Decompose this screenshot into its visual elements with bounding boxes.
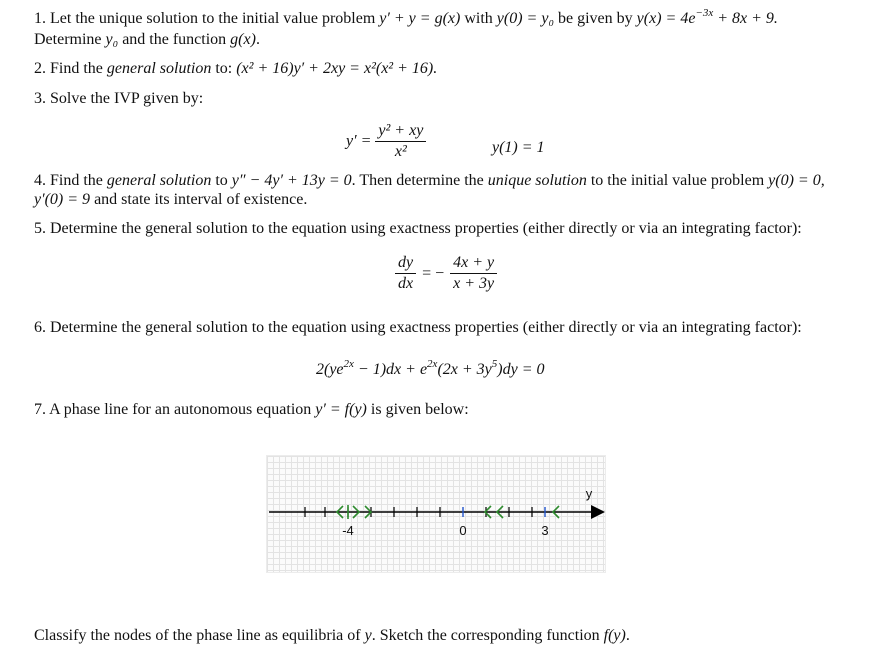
axis-label-y: y (585, 486, 593, 501)
problem-3-text: 3. Solve the IVP given by: (34, 90, 204, 107)
tick-label-zero: 0 (459, 523, 467, 538)
problem-1-line-1: 1. Let the unique solution to the initial value problem y′ + y = g(x) with y(0) = y₀ be given by $y(x) = 4e^{-3x} + 8x + 9$. (34, 6, 778, 27)
problem-2: 2. Find the general solution to: (x² + 16)y′ + 2xy = x²(x² + 16). (34, 60, 438, 77)
problem-5-equation: $\frac{dy}{dx}$ = − $\frac{4x + y}{x + 3y}$ (395, 254, 497, 293)
phase-line-figure (266, 455, 606, 573)
problem-7-closing: Classify the nodes of the phase line as equilibria of y. Sketch the corresponding function f(y). (34, 627, 630, 644)
problem-3-equation: y′ = $\frac{\text{y² + xy}}{\text{x²}}$ (346, 122, 426, 161)
phase-line-svg (267, 456, 605, 572)
axis-arrowhead (591, 505, 605, 519)
problem-3-initial-condition: y(1) = 1 (492, 139, 545, 156)
tick-label-neg-four: -4 (342, 523, 354, 538)
problem-4-line-1: 4. Find the general solution to y″ − 4y′ + 13y = 0. Then determine the unique solution to the initial value problem y(0) = 0, (34, 172, 825, 189)
problem-3-fraction: $\frac{\text{y² + xy}}{\text{x²}}$ (375, 122, 426, 161)
problem-6-equation: $2(ye^{2x} - 1)dx + e^{2x}(2x + 3y^5)dy = 0$ (316, 357, 545, 378)
problem-1-line-2: Determine y₀ and the function g(x). (34, 31, 260, 48)
problem-6-text: 6. Determine the general solution to the equation using exactness properties (either directly or via an integrating factor): (34, 319, 802, 336)
problem-5-text: 5. Determine the general solution to the equation using exactness properties (either directly or via an integrating factor): (34, 220, 802, 237)
problem-4-line-2: y′(0) = 9 and state its interval of existence. (34, 191, 308, 208)
problem-7-text: 7. A phase line for an autonomous equation y′ = f(y) is given below: (34, 401, 469, 418)
tick-label-three: 3 (541, 523, 549, 538)
